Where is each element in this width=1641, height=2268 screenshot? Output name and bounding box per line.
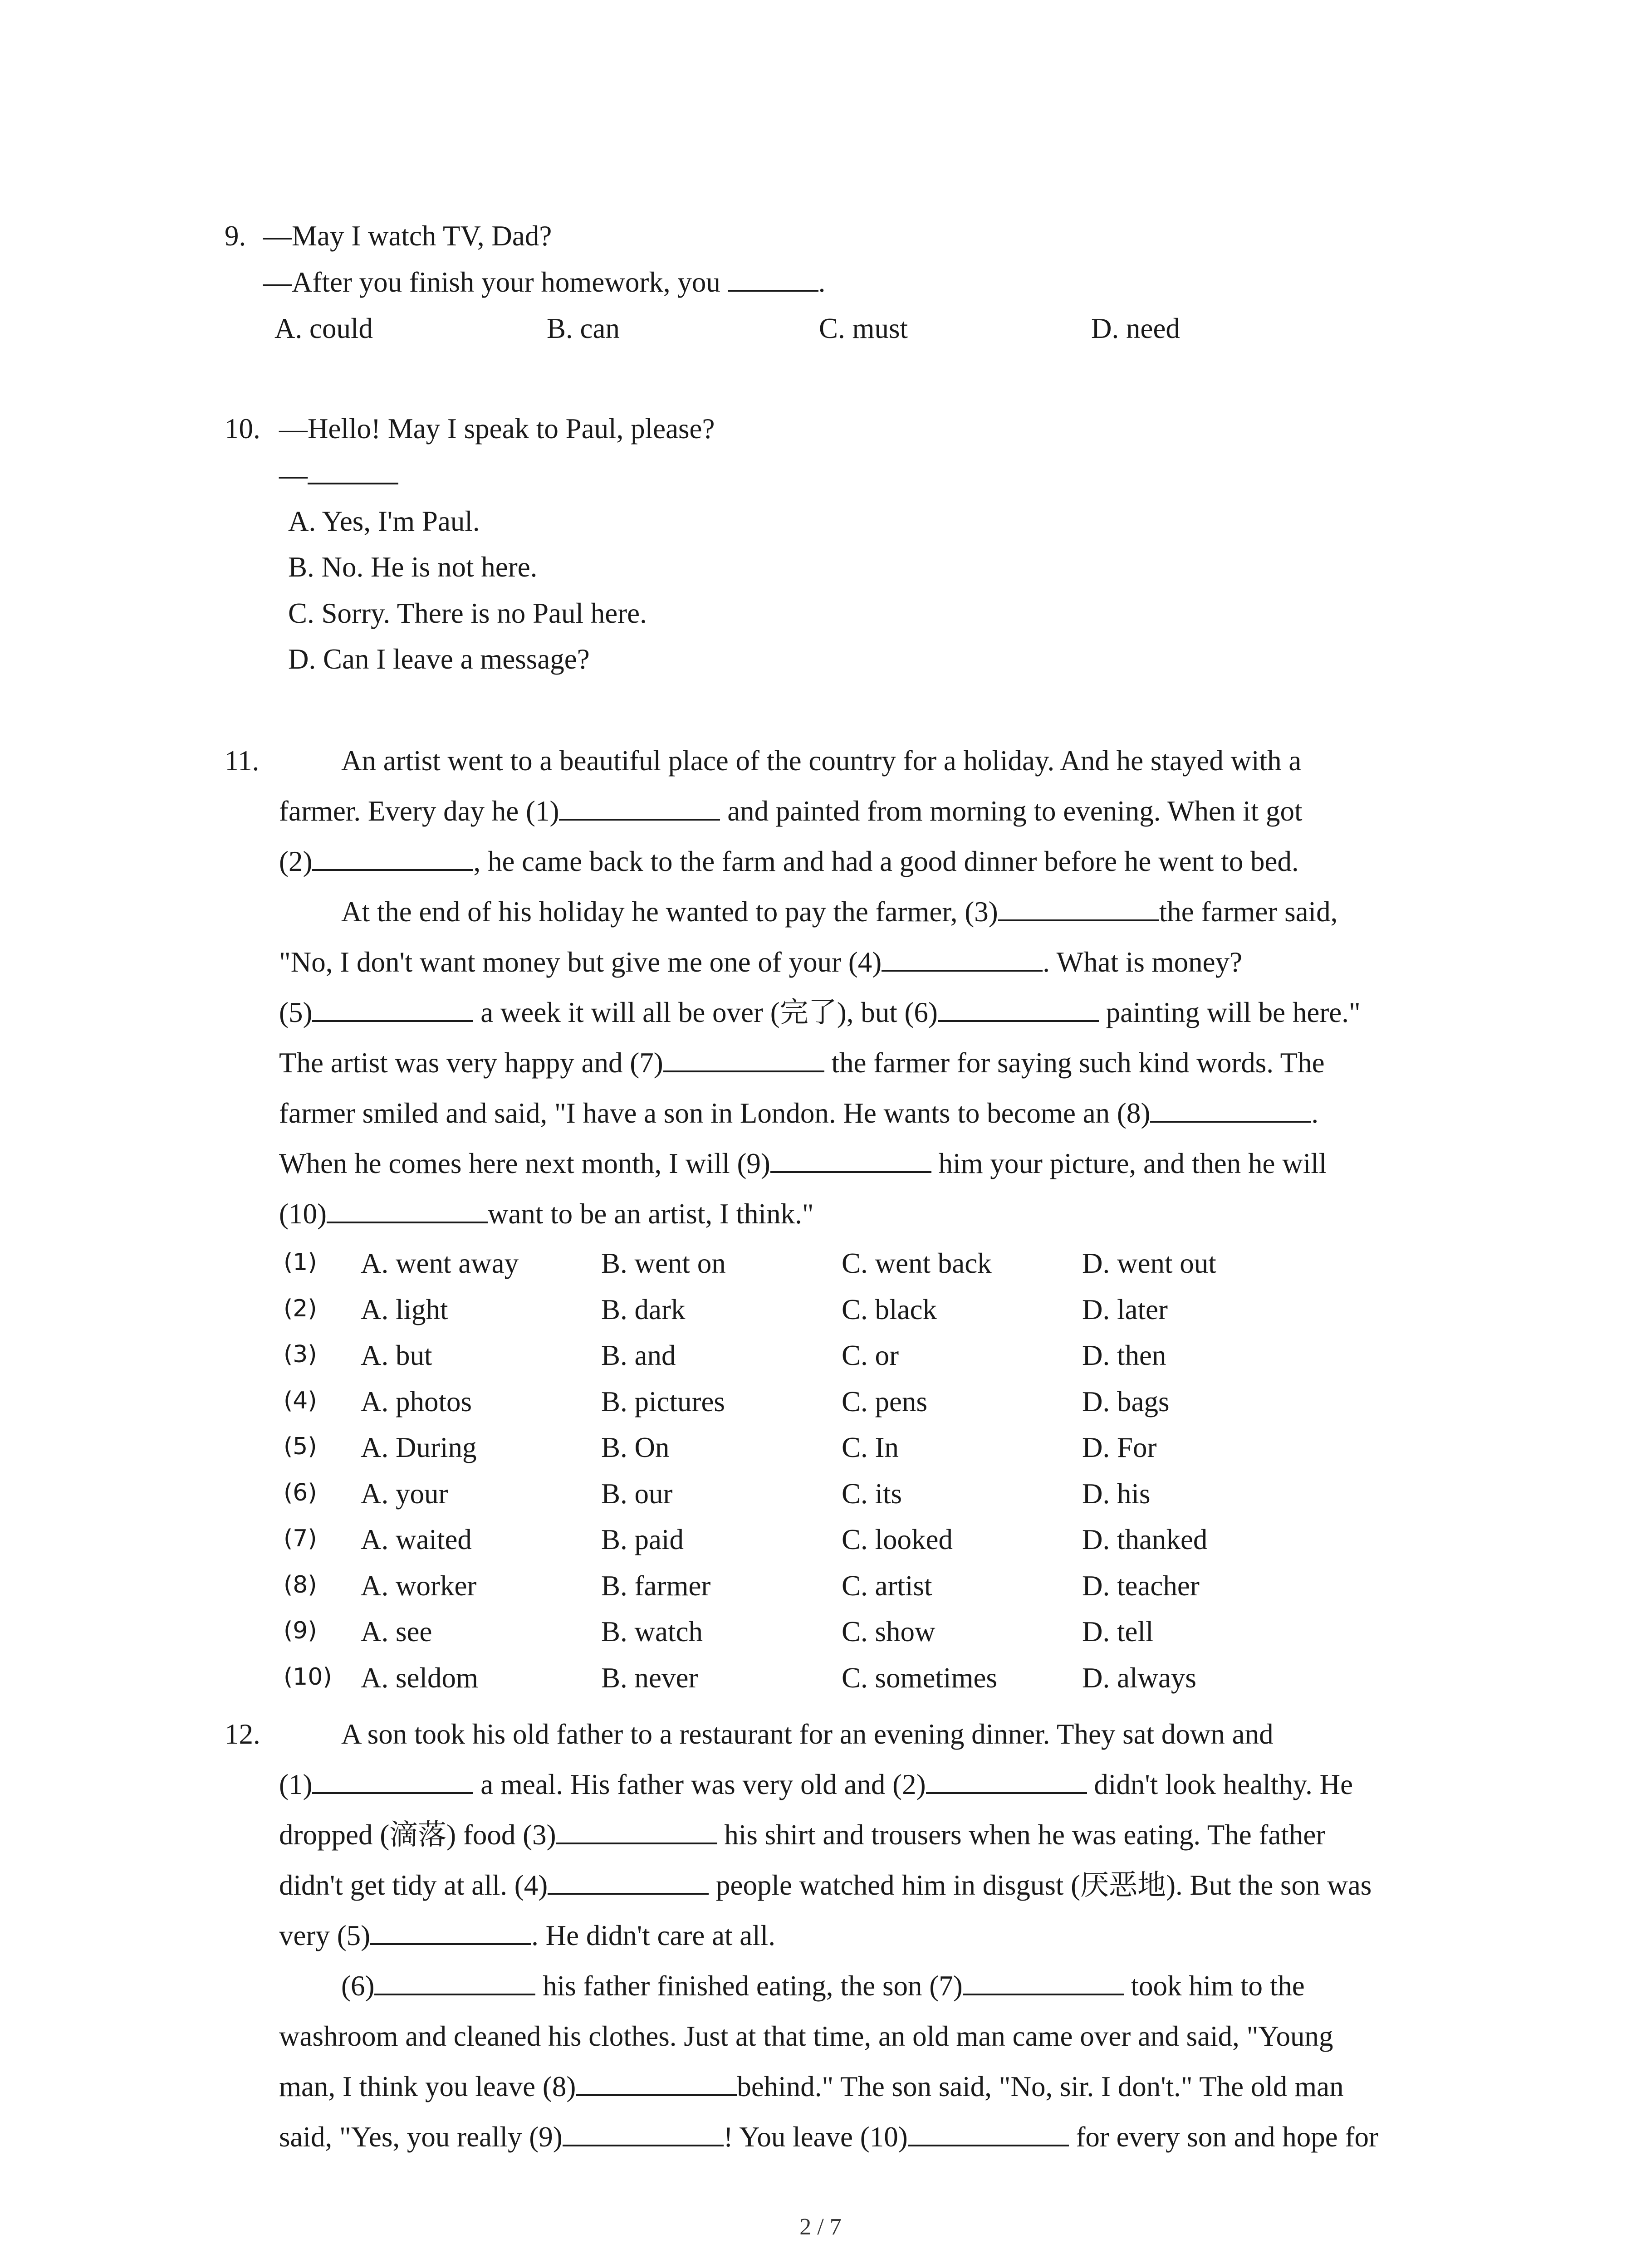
text: painting will be here." bbox=[1098, 997, 1361, 1028]
blank bbox=[998, 891, 1159, 921]
passage-line bbox=[279, 1139, 1327, 1189]
text: didn't look healthy. He bbox=[1087, 1769, 1353, 1800]
text: ! You leave (10) bbox=[723, 2121, 908, 2153]
option-b: B. our bbox=[601, 1478, 673, 1510]
option-b: B. and bbox=[601, 1339, 676, 1371]
blank bbox=[926, 1764, 1087, 1794]
option-d: D. Can I leave a message? bbox=[288, 643, 590, 675]
text: (6) bbox=[341, 1970, 375, 2002]
option-d: D. thanked bbox=[1082, 1524, 1208, 1555]
blank bbox=[563, 2116, 724, 2146]
option-d: D. bags bbox=[1082, 1386, 1170, 1418]
question-number: 9. bbox=[225, 220, 246, 252]
passage-line bbox=[279, 1088, 1318, 1139]
text: took him to the bbox=[1123, 1970, 1305, 2002]
item-number: (7) bbox=[284, 1525, 317, 1552]
text: his shirt and trousers when he was eating. The father bbox=[717, 1819, 1326, 1851]
option-a: A. waited bbox=[361, 1524, 472, 1555]
option-d: D. tell bbox=[1082, 1616, 1154, 1647]
blank bbox=[308, 455, 398, 484]
option-b: B. farmer bbox=[601, 1570, 711, 1602]
passage-line bbox=[279, 786, 1303, 836]
blank bbox=[312, 1764, 473, 1794]
passage-line: An artist went to a beautiful place of the country for a holiday. And he stayed with a bbox=[341, 745, 1302, 777]
blank bbox=[1150, 1093, 1311, 1123]
text: for every son and hope for bbox=[1068, 2121, 1378, 2153]
option-a: A. seldom bbox=[361, 1662, 478, 1694]
option-d: D. For bbox=[1082, 1432, 1157, 1463]
option-b: B. can bbox=[547, 313, 620, 344]
option-c: C. pens bbox=[842, 1386, 927, 1418]
passage-line: A son took his old father to a restaurant for an evening dinner. They sat down and bbox=[341, 1718, 1274, 1750]
blank bbox=[908, 2116, 1069, 2146]
text: farmer. Every day he (1) bbox=[279, 795, 559, 827]
item-number: (10) bbox=[284, 1663, 332, 1691]
option-b: B. watch bbox=[601, 1616, 703, 1647]
option-b: B. never bbox=[601, 1662, 698, 1694]
blank bbox=[938, 992, 1099, 1022]
option-d: D. then bbox=[1082, 1339, 1166, 1371]
text: his father finished eating, the son (7) bbox=[535, 1970, 963, 2002]
text: man, I think you leave (8) bbox=[279, 2071, 576, 2102]
option-d: D. always bbox=[1082, 1662, 1196, 1694]
option-c: C. Sorry. There is no Paul here. bbox=[288, 597, 647, 629]
text: and painted from morning to evening. When it got bbox=[720, 795, 1303, 827]
blank bbox=[312, 992, 473, 1022]
blank bbox=[559, 791, 720, 821]
text: the farmer said, bbox=[1159, 896, 1338, 928]
option-c: C. or bbox=[842, 1339, 899, 1371]
text: . bbox=[1311, 1097, 1319, 1129]
option-a: A. could bbox=[274, 313, 373, 344]
option-b: B. paid bbox=[601, 1524, 684, 1555]
text: him your picture, and then he will bbox=[931, 1148, 1327, 1179]
option-c: C. black bbox=[842, 1294, 937, 1325]
answer-text: . bbox=[818, 266, 826, 298]
passage-line bbox=[279, 1911, 775, 1961]
text: people watched him in disgust (厌恶地). But the son was bbox=[709, 1869, 1372, 1901]
text: At the end of his holiday he wanted to pay the farmer, (3) bbox=[341, 896, 998, 928]
option-c: C. looked bbox=[842, 1524, 953, 1555]
item-number: (2) bbox=[284, 1295, 317, 1322]
option-c: C. show bbox=[842, 1616, 936, 1647]
option-c: C. In bbox=[842, 1432, 899, 1463]
blank bbox=[312, 841, 473, 871]
option-c: C. went back bbox=[842, 1247, 992, 1279]
passage-line bbox=[279, 1860, 1372, 1911]
text: behind." The son said, "No, sir. I don't." The old man bbox=[737, 2071, 1344, 2102]
text: (2) bbox=[279, 846, 313, 877]
answer-line bbox=[263, 259, 825, 305]
passage-line bbox=[279, 1810, 1325, 1860]
option-d: D. later bbox=[1082, 1294, 1168, 1325]
option-c: C. must bbox=[819, 313, 908, 344]
item-number: (1) bbox=[284, 1249, 317, 1276]
text: want to be an artist, I think." bbox=[487, 1198, 814, 1230]
text: didn't get tidy at all. (4) bbox=[279, 1869, 548, 1901]
option-b: B. dark bbox=[601, 1294, 686, 1325]
option-b: B. No. He is not here. bbox=[288, 551, 538, 583]
option-c: C. its bbox=[842, 1478, 902, 1510]
blank bbox=[556, 1814, 717, 1844]
item-number: (5) bbox=[284, 1433, 317, 1460]
item-number: (6) bbox=[284, 1479, 317, 1506]
option-a: A. went away bbox=[361, 1247, 519, 1279]
passage-line bbox=[279, 987, 1361, 1038]
text: very (5) bbox=[279, 1920, 371, 1951]
option-a: A. but bbox=[361, 1339, 432, 1371]
text: The artist was very happy and (7) bbox=[279, 1047, 663, 1079]
option-d: D. his bbox=[1082, 1478, 1151, 1510]
option-a: A. light bbox=[361, 1294, 448, 1325]
blank bbox=[548, 1865, 709, 1895]
text: dropped (滴落) food (3) bbox=[279, 1819, 556, 1851]
option-b: B. On bbox=[601, 1432, 670, 1463]
answer-line bbox=[279, 452, 398, 498]
question-number: 12. bbox=[225, 1718, 260, 1750]
passage-line bbox=[279, 1189, 814, 1239]
passage-line: washroom and cleaned his clothes. Just at that time, an old man came over and said, "Young bbox=[279, 2020, 1333, 2052]
text: (1) bbox=[279, 1769, 313, 1800]
blank bbox=[882, 942, 1043, 972]
question-number: 10. bbox=[225, 413, 260, 445]
passage-line bbox=[341, 1961, 1305, 2011]
passage-line bbox=[279, 1760, 1353, 1810]
option-a: A. worker bbox=[361, 1570, 477, 1602]
blank bbox=[370, 1915, 531, 1945]
blank bbox=[770, 1143, 931, 1173]
item-number: (8) bbox=[284, 1571, 317, 1598]
text: . What is money? bbox=[1043, 946, 1243, 978]
text: the farmer for saying such kind words. The bbox=[824, 1047, 1325, 1079]
answer-text: — bbox=[279, 459, 308, 491]
question-text: —May I watch TV, Dad? bbox=[263, 220, 552, 252]
item-number: (4) bbox=[284, 1387, 317, 1414]
text: . He didn't care at all. bbox=[531, 1920, 776, 1951]
option-b: B. went on bbox=[601, 1247, 726, 1279]
text: , he came back to the farm and had a good dinner before he went to bed. bbox=[473, 846, 1299, 877]
option-a: A. see bbox=[361, 1616, 432, 1647]
text: (5) bbox=[279, 997, 313, 1028]
option-a: A. Yes, I'm Paul. bbox=[288, 505, 480, 537]
blank bbox=[327, 1193, 488, 1223]
text: "No, I don't want money but give me one of your (4) bbox=[279, 946, 882, 978]
blank bbox=[374, 1965, 535, 1995]
page-number: 2 / 7 bbox=[799, 2214, 842, 2240]
passage-line bbox=[279, 2112, 1378, 2162]
option-a: A. During bbox=[361, 1432, 477, 1463]
option-b: B. pictures bbox=[601, 1386, 725, 1418]
passage-line bbox=[279, 836, 1299, 887]
option-c: C. sometimes bbox=[842, 1662, 997, 1694]
item-number: (3) bbox=[284, 1341, 317, 1368]
question-number: 11. bbox=[225, 745, 260, 777]
passage-line bbox=[279, 1038, 1325, 1088]
text: said, "Yes, you really (9) bbox=[279, 2121, 563, 2153]
blank bbox=[663, 1042, 824, 1072]
blank bbox=[963, 1965, 1124, 1995]
option-a: A. photos bbox=[361, 1386, 472, 1418]
text: farmer smiled and said, "I have a son in London. He wants to become an (8) bbox=[279, 1097, 1151, 1129]
option-d: D. need bbox=[1091, 313, 1180, 344]
text: When he comes here next month, I will (9) bbox=[279, 1148, 770, 1179]
passage-line bbox=[279, 937, 1242, 987]
blank bbox=[728, 262, 818, 292]
blank bbox=[576, 2066, 737, 2096]
text: a week it will all be over (完了), but (6) bbox=[473, 997, 938, 1028]
option-a: A. your bbox=[361, 1478, 448, 1510]
text: (10) bbox=[279, 1198, 327, 1230]
option-c: C. artist bbox=[842, 1570, 932, 1602]
text: a meal. His father was very old and (2) bbox=[473, 1769, 926, 1800]
passage-line bbox=[279, 2062, 1344, 2112]
answer-text: —After you finish your homework, you bbox=[263, 266, 728, 298]
item-number: (9) bbox=[284, 1617, 317, 1644]
question-text: —Hello! May I speak to Paul, please? bbox=[279, 413, 715, 445]
passage-line bbox=[341, 887, 1337, 937]
option-d: D. teacher bbox=[1082, 1570, 1200, 1602]
option-d: D. went out bbox=[1082, 1247, 1216, 1279]
